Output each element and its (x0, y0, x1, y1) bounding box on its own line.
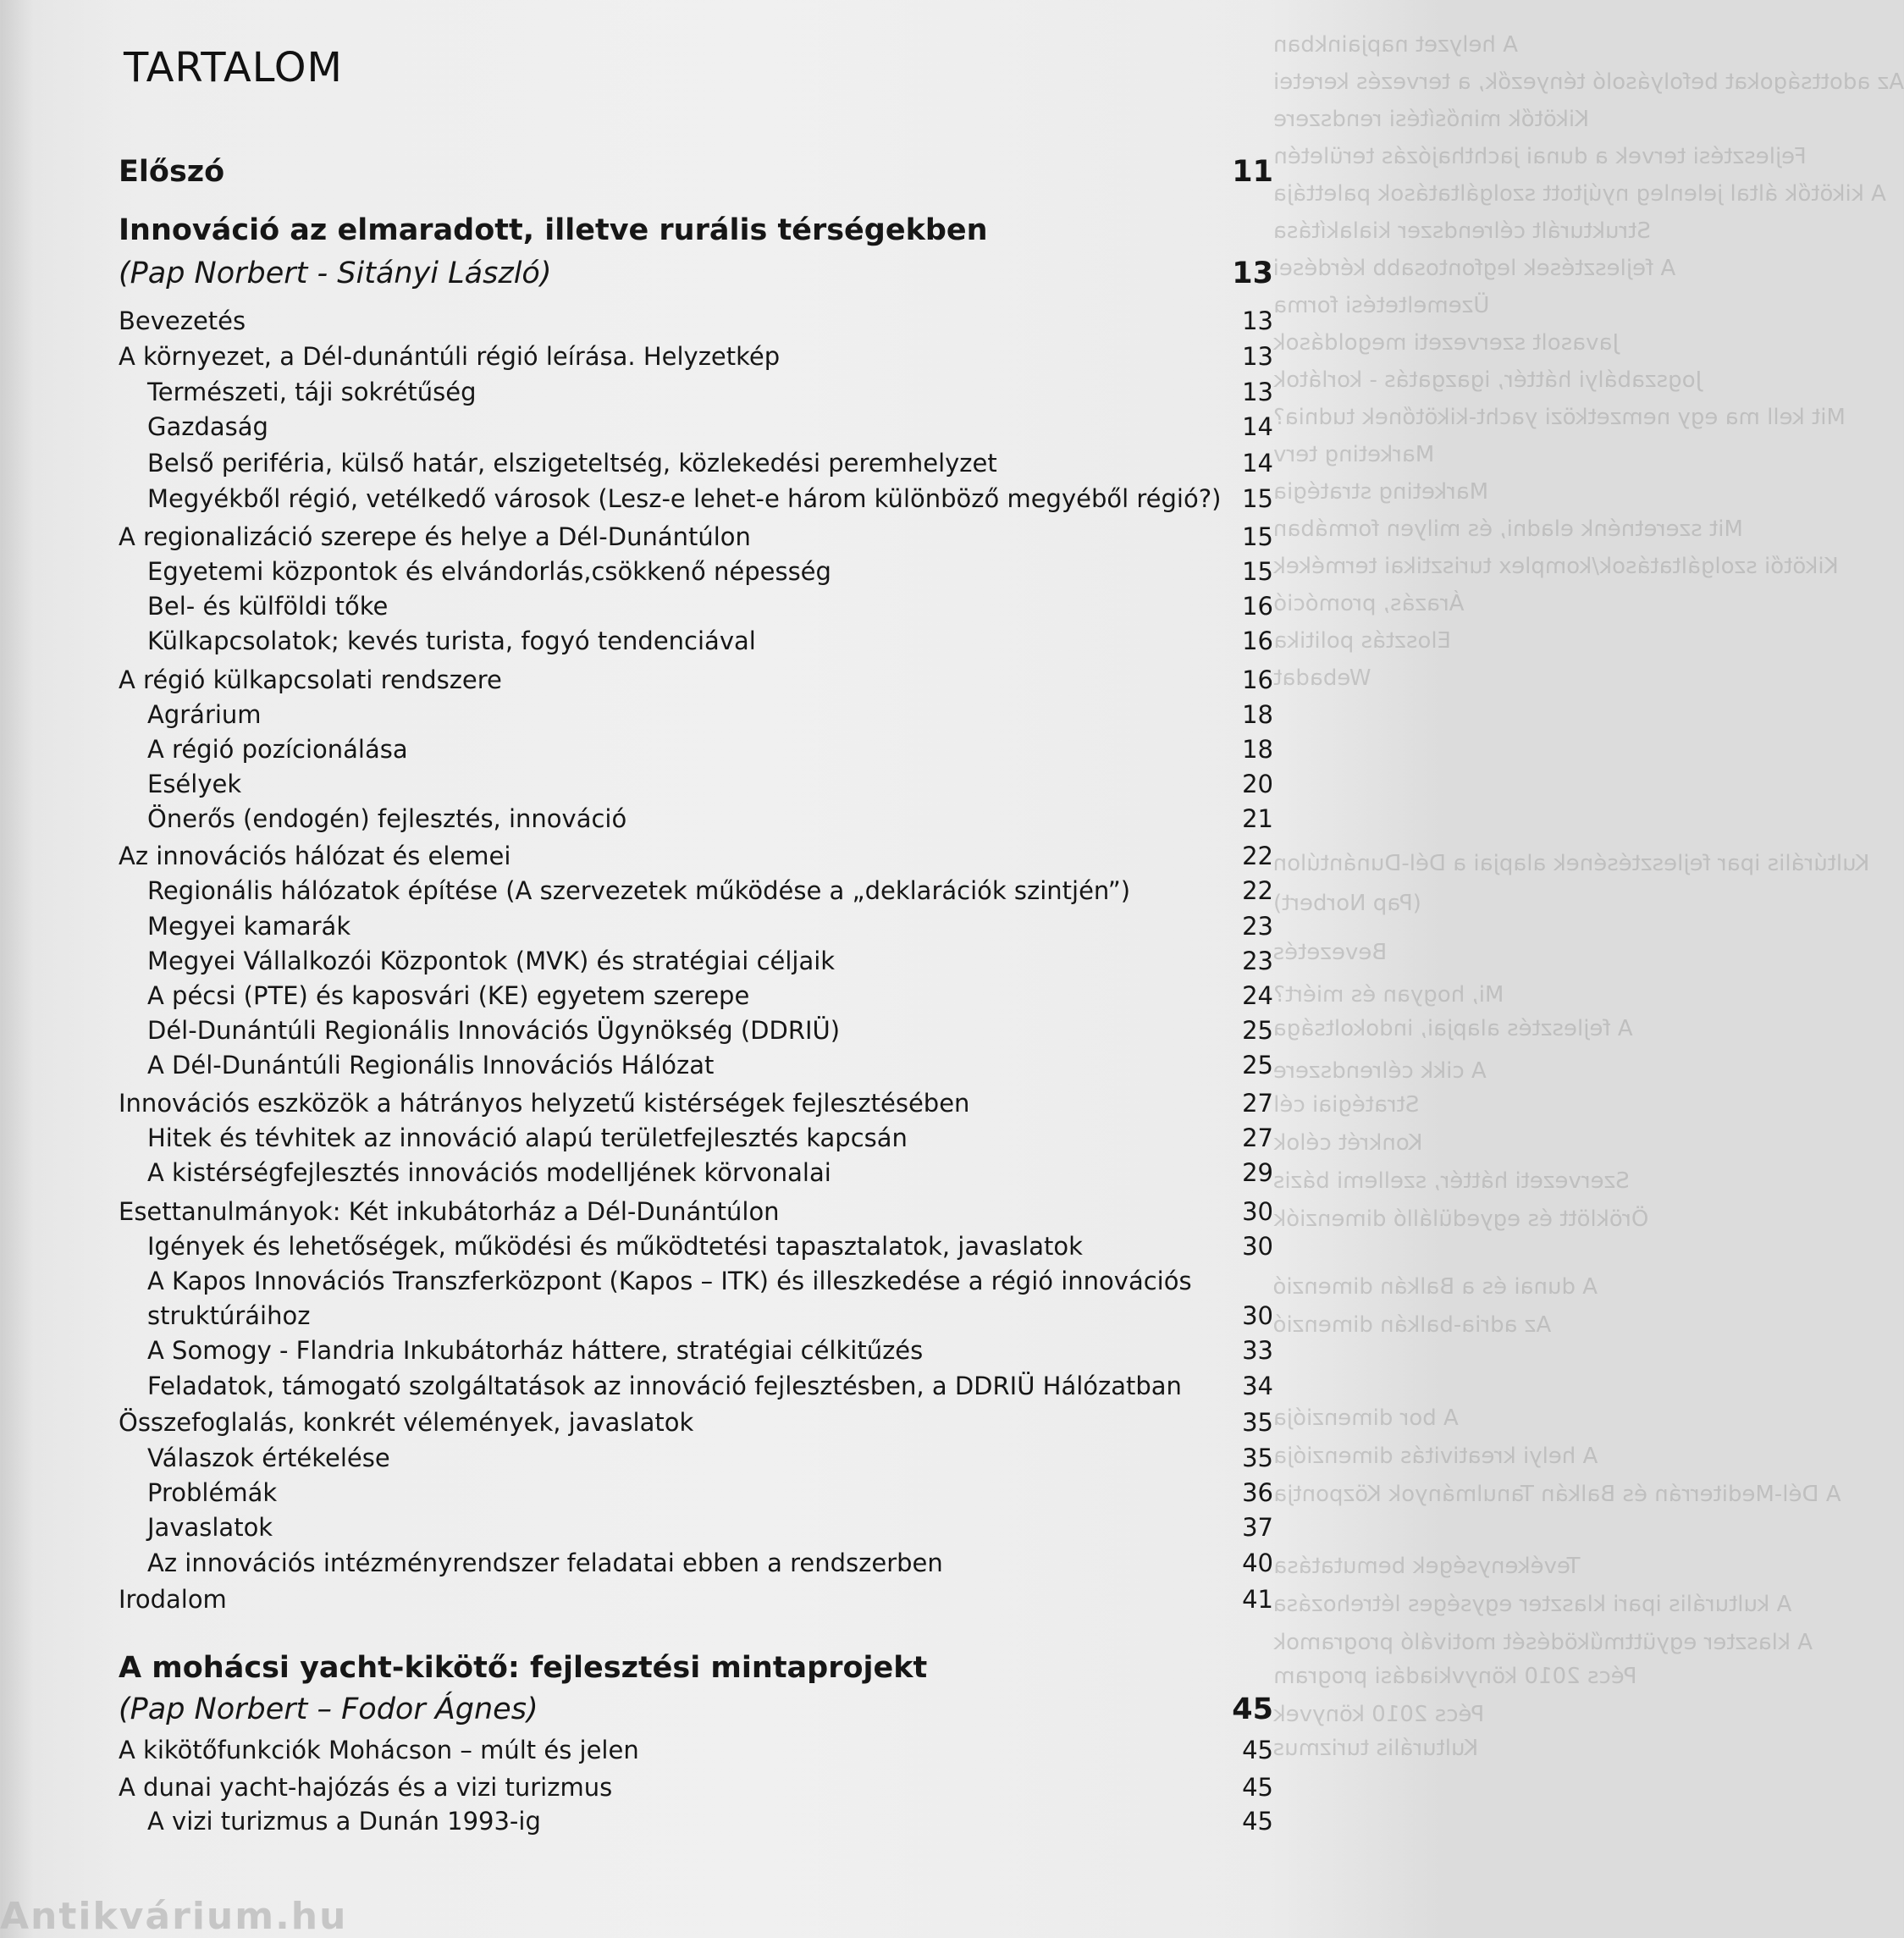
toc-row-sub (0, 449, 1443, 478)
bleed-through-line: Tevékenységek bemutatása (1273, 1554, 1581, 1579)
toc-row-sub (0, 700, 1443, 729)
toc-row-author (0, 257, 1443, 290)
toc-page-number: 16 (1242, 592, 1273, 621)
toc-row-sub (0, 1478, 1443, 1507)
toc-entry-title: Dél-Dunántúli Regionális Innovációs Ügynökség (DDRIÜ) (147, 1016, 841, 1045)
toc-row-entry (0, 522, 1443, 551)
toc-row-sub (0, 1051, 1443, 1079)
toc-row-sub (0, 947, 1443, 975)
toc-entry-title: (Pap Norbert - Sitányi László) (119, 257, 552, 290)
toc-entry-title: Előszó (119, 155, 225, 189)
bleed-through-line: Bevezetés (1273, 940, 1388, 965)
bleed-through-line: Pécs 2010 könyvkiadási program (1273, 1664, 1637, 1689)
toc-page-number: 16 (1242, 627, 1273, 655)
toc-entry-title: Megyei kamarák (147, 912, 351, 941)
toc-page-number: 20 (1242, 770, 1273, 798)
toc-row-chapter (0, 1651, 1443, 1685)
bleed-through-line: Strukturált célrendszer kialakítása (1273, 218, 1651, 244)
toc-page-number: 13 (1232, 257, 1273, 290)
toc-entry-title: Irodalom (119, 1585, 227, 1614)
bleed-through-line: Kultúrális ipar fejlesztésének alapjai a Dél-Dunántúlon (1273, 851, 1870, 876)
toc-row-sub (0, 1372, 1443, 1400)
toc-page-number: 25 (1242, 1016, 1273, 1045)
toc-row-sub (0, 1124, 1443, 1152)
toc-page-number: 29 (1242, 1158, 1273, 1187)
toc-page-number: 23 (1242, 947, 1273, 975)
toc-page-number: 27 (1242, 1124, 1273, 1152)
bleed-through-line: A kikötők által jelenleg nyújtott szolgáltatások palettája (1273, 181, 1886, 207)
toc-row-entry (0, 1197, 1443, 1226)
toc-row-sub (0, 484, 1443, 513)
toc-row-sub (0, 735, 1443, 764)
toc-entry-title: Gazdaság (147, 412, 268, 441)
bleed-through-line: Webadat (1273, 665, 1371, 691)
toc-entry-title: Igények és lehetőségek, működési és működtetési tapasztalatok, javaslatok (147, 1232, 1083, 1261)
toc-entry-title: (Pap Norbert – Fodor Ágnes) (119, 1692, 538, 1726)
toc-entry-title: A vizi turizmus a Dunán 1993-ig (147, 1807, 541, 1836)
toc-entry-title: A régió pozícionálása (147, 735, 408, 764)
toc-page-number: 45 (1242, 1807, 1273, 1836)
toc-row-sub (0, 1807, 1443, 1836)
toc-entry-title: Bevezetés (119, 306, 246, 335)
toc-entry-title: Innováció az elmaradott, illetve rurális térségekben (119, 213, 988, 247)
toc-page-number: 13 (1242, 306, 1273, 335)
toc-page-number: 21 (1242, 804, 1273, 833)
toc-entry-title: A kikötőfunkciók Mohácson – múlt és jelen (119, 1736, 639, 1764)
bleed-through-line: A klaszter együttműködését motiváló programok (1273, 1630, 1813, 1655)
bleed-through-line: Az adria-balkán dimenzió (1273, 1312, 1552, 1338)
toc-page-number: 24 (1242, 981, 1273, 1010)
toc-entry-title: Megyékből régió, vetélkedő városok (Lesz-e lehet-e három különböző megyéből régió?) (147, 484, 1222, 513)
toc-page-number: 14 (1242, 412, 1273, 441)
bleed-through-line: A helyi kreativitás dimenziója (1273, 1444, 1598, 1469)
toc-page-number: 22 (1242, 876, 1273, 905)
toc-row-sub (0, 1016, 1443, 1045)
toc-entry-title: Önerős (endogén) fejlesztés, innováció (147, 804, 627, 833)
toc-page-number: 18 (1242, 735, 1273, 764)
bleed-through-line: Elosztás politika (1273, 628, 1451, 654)
toc-page-number: 35 (1242, 1408, 1273, 1437)
bleed-through-line: Kikötői szolgáltatások/komplex turisztikai termékek (1273, 554, 1839, 579)
toc-page-number: 15 (1242, 484, 1273, 513)
toc-entry-title: Hitek és tévhitek az innováció alapú területfejlesztés kapcsán (147, 1124, 908, 1152)
toc-entry-title: A dunai yacht-hajózás és a vizi turizmus (119, 1773, 613, 1802)
toc-page-number: 30 (1242, 1232, 1273, 1261)
toc-row-sub (0, 1336, 1443, 1365)
bleed-through-line: (Pap Norbert) (1273, 891, 1421, 916)
bleed-through-line: Kulturális turizmus (1273, 1736, 1479, 1761)
bleed-through-line: Az adottságokat befolyásoló tényezők, a tervezés keretei (1273, 69, 1904, 95)
toc-entry-title: Belső periféria, külső határ, elszigeteltség, közlekedési peremhelyzet (147, 449, 997, 478)
toc-page-number: 34 (1242, 1372, 1273, 1400)
toc-row-sub (0, 1444, 1443, 1472)
toc-entry-title: Megyei Vállalkozói Központok (MVK) és stratégiai céljaik (147, 947, 836, 975)
toc-entry-title: Az innovációs hálózat és elemei (119, 842, 511, 870)
toc-row-sub (0, 876, 1443, 905)
toc-row-sub (0, 592, 1443, 621)
toc-page-number: 37 (1242, 1513, 1273, 1542)
toc-row-entry (0, 1408, 1443, 1437)
toc-row-chapter (0, 155, 1443, 189)
bleed-through-line: A cikk célrendszere (1273, 1058, 1487, 1084)
toc-page-number: 16 (1242, 665, 1273, 694)
toc-row-entry (0, 842, 1443, 870)
bleed-through-line: Jogszabályi háttér, igazgatás - korlátok (1273, 367, 1703, 393)
toc-page-number: 45 (1232, 1692, 1273, 1726)
toc-entry-title: Esettanulmányok: Két inkubátorház a Dél-Dunántúlon (119, 1197, 780, 1226)
toc-entry-title: A Somogy - Flandria Inkubátorház háttere, stratégiai célkitűzés (147, 1336, 924, 1365)
toc-row-author (0, 1692, 1443, 1726)
bleed-through-line: Konkrét célok (1273, 1130, 1423, 1156)
toc-row-sub (0, 770, 1443, 798)
toc-row-sub (0, 981, 1443, 1010)
toc-entry-title: Esélyek (147, 770, 242, 798)
toc-row-sub (0, 804, 1443, 833)
toc-entry-title: Feladatok, támogató szolgáltatások az innováció fejlesztésben, a DDRIÜ Hálózatban (147, 1372, 1182, 1400)
toc-entry-title: Innovációs eszközök a hátrányos helyzetű kistérségek fejlesztésében (119, 1089, 970, 1118)
toc-entry-title: Bel- és külföldi tőke (147, 592, 389, 621)
toc-entry-title: Agrárium (147, 700, 262, 729)
toc-page-number: 11 (1232, 155, 1273, 189)
toc-page-number: 18 (1242, 700, 1273, 729)
toc-entry-title: A pécsi (PTE) és kaposvári (KE) egyetem szerepe (147, 981, 750, 1010)
bleed-through-line: Üzemeltetési forma (1273, 293, 1490, 318)
toc-page-number: 15 (1242, 557, 1273, 586)
toc-row-sub (0, 1301, 1443, 1330)
bleed-through-line: Kikötők minősítési rendszere (1273, 107, 1590, 132)
toc-row-chapter (0, 213, 1443, 247)
bleed-through-line: Fejlesztési tervek a dunai jachthajózás területén (1273, 144, 1807, 169)
toc-row-entry (0, 1585, 1443, 1614)
bleed-through-line: Marketing terv (1273, 442, 1435, 467)
bleed-through-line: A kulturális ipari klaszter egységes létrehozása (1273, 1592, 1792, 1617)
toc-entry-title: Regionális hálózatok építése (A szervezetek működése a „deklarációk szintjén”) (147, 876, 1131, 905)
toc-row-entry (0, 665, 1443, 694)
toc-entry-title: Egyetemi központok és elvándorlás,csökkenő népesség (147, 557, 831, 586)
toc-page-number: 27 (1242, 1089, 1273, 1118)
toc-page-number: 23 (1242, 912, 1273, 941)
toc-row-sub (0, 1267, 1443, 1295)
toc-row-entry (0, 306, 1443, 335)
toc-page-number: 33 (1242, 1336, 1273, 1365)
toc-page-number: 45 (1242, 1736, 1273, 1764)
toc-page-number: 22 (1242, 842, 1273, 870)
toc-page-number: 13 (1242, 378, 1273, 406)
toc-row-sub (0, 1158, 1443, 1187)
toc-page-number: 41 (1242, 1585, 1273, 1614)
bleed-through-line: Stratégiai cél (1273, 1092, 1420, 1118)
bleed-through-line: Mit kell ma egy nemzetközi yacht-kikötőnek tudnia? (1273, 405, 1846, 430)
page-title: TARTALOM (124, 44, 343, 91)
toc-page-number: 36 (1242, 1478, 1273, 1507)
bleed-through-line: Marketing stratégia (1273, 479, 1489, 505)
toc-entry-title: A régió külkapcsolati rendszere (119, 665, 502, 694)
toc-row-entry (0, 342, 1443, 371)
toc-row-sub (0, 412, 1443, 441)
bleed-through-line: A Dél-Mediterrán és Balkán Tanulmányok Központja (1273, 1482, 1841, 1507)
toc-row-entry (0, 1089, 1443, 1118)
bleed-through-line: Javasolt szervezeti megoldások (1273, 330, 1620, 356)
toc-row-sub (0, 557, 1443, 586)
toc-row-sub (0, 1549, 1443, 1577)
toc-entry-title: A Dél-Dunántúli Regionális Innovációs Hálózat (147, 1051, 715, 1079)
toc-row-sub (0, 378, 1443, 406)
bleed-through-line: A helyzet napjainkban (1273, 32, 1518, 58)
bleed-through-line: A fejlesztések legfontosabb kérdései (1273, 256, 1676, 281)
watermark: Antikvárium.hu (0, 1895, 348, 1938)
toc-entry-title: A mohácsi yacht-kikötő: fejlesztési mintaprojekt (119, 1651, 928, 1685)
toc-page-number: 15 (1242, 522, 1273, 551)
bleed-through-line: Pécs 2010 könyvek (1273, 1702, 1485, 1727)
toc-page-number: 30 (1242, 1301, 1273, 1330)
toc-page-number: 45 (1242, 1773, 1273, 1802)
bleed-through-line: A dunai és a Balkán dimenzió (1273, 1274, 1598, 1300)
toc-entry-title: Összefoglalás, konkrét vélemények, javaslatok (119, 1408, 694, 1437)
toc-page-number: 40 (1242, 1549, 1273, 1577)
toc-page-number: 30 (1242, 1197, 1273, 1226)
toc-entry-title: Problémák (147, 1478, 278, 1507)
toc-entry-title: A regionalizáció szerepe és helye a Dél-Dunántúlon (119, 522, 751, 551)
toc-page-number: 13 (1242, 342, 1273, 371)
toc-entry-title: Az innovációs intézményrendszer feladatai ebben a rendszerben (147, 1549, 943, 1577)
toc-page-number: 14 (1242, 449, 1273, 478)
toc-row-entry (0, 1736, 1443, 1764)
toc-entry-title: Természeti, táji sokrétűség (147, 378, 477, 406)
toc-entry-title: struktúráihoz (147, 1301, 311, 1330)
bleed-through-line: Mit szeretnénk eladni, és milyen formában (1273, 516, 1743, 542)
toc-entry-title: Javaslatok (147, 1513, 273, 1542)
toc-row-entry (0, 1773, 1443, 1802)
bleed-through-line: A fejlesztés alapjai, indokoltsága (1273, 1016, 1633, 1041)
bleed-through-line: Szervezeti háttér, szellemi bázis (1273, 1168, 1630, 1194)
bleed-through-line: A bor dimenziója (1273, 1405, 1459, 1431)
toc-page-number: 25 (1242, 1051, 1273, 1079)
bleed-through-line: Árazás, promóció (1273, 591, 1465, 616)
toc-entry-title: Válaszok értékelése (147, 1444, 390, 1472)
toc-page-number: 35 (1242, 1444, 1273, 1472)
toc-row-sub (0, 627, 1443, 655)
toc-entry-title: A kistérségfejlesztés innovációs modelljének körvonalai (147, 1158, 831, 1187)
toc-row-sub (0, 1513, 1443, 1542)
toc-row-sub (0, 1232, 1443, 1261)
bleed-through-line: Öröklött és egyedülálló dimenziók (1273, 1206, 1649, 1232)
toc-entry-title: A Kapos Innovációs Transzferközpont (Kapos – ITK) és illeszkedése a régió innovációs (147, 1267, 1192, 1295)
bleed-through-line: Mi, hogyan és miért? (1273, 982, 1504, 1008)
toc-row-sub (0, 912, 1443, 941)
toc-entry-title: A környezet, a Dél-dunántúli régió leírása. Helyzetkép (119, 342, 781, 371)
toc-entry-title: Külkapcsolatok; kevés turista, fogyó tendenciával (147, 627, 756, 655)
